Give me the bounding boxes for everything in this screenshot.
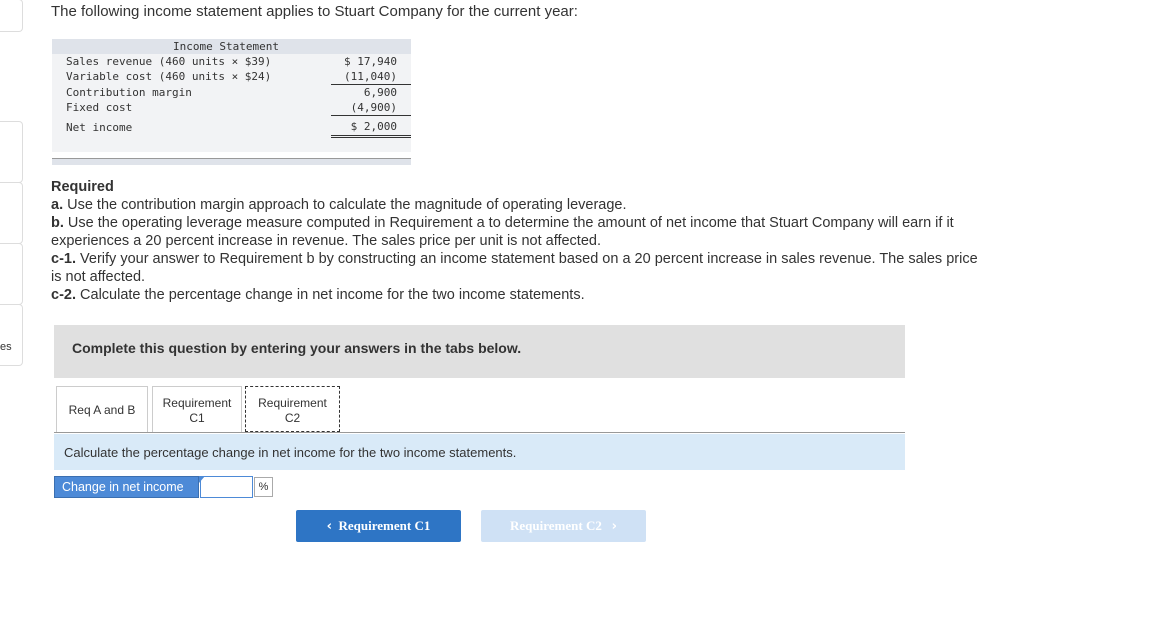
requirement-text: Verify your answer to Requirement b by constructing an income statement based on a 20 percent increase in sales revenue. The sales price is not affected. — [51, 251, 978, 285]
chevron-left-icon: ‹ — [326, 519, 332, 534]
requirement-tag: a. — [51, 197, 64, 213]
row-label: Net income — [66, 121, 133, 134]
requirement-text: Use the contribution margin approach to calculate the magnitude of operating leverage. — [63, 197, 627, 213]
tab-requirement-c1[interactable] — [152, 386, 242, 432]
previous-label: Requirement C1 — [338, 518, 431, 533]
requirement-a — [51, 196, 991, 214]
requirement-tag: c-2. — [51, 287, 76, 303]
chevron-right-icon: › — [611, 519, 617, 534]
tab-label: Req A and B — [68, 403, 136, 417]
requirements — [51, 178, 991, 304]
change-in-net-income-label: Change in net income — [54, 476, 199, 498]
tab-req-a-and-b[interactable] — [56, 386, 148, 432]
tab-label: Requirement — [258, 396, 327, 410]
side-panel-tab — [0, 243, 23, 305]
row-label: Variable cost (460 units × $24) — [66, 70, 272, 83]
row-amount: (4,900) — [350, 101, 397, 114]
statement-footer — [52, 158, 411, 165]
subtotal-rule — [331, 84, 411, 85]
statement-title: Income Statement — [173, 40, 279, 53]
requirement-tag: c-1. — [51, 251, 76, 267]
panel-message: Complete this question by entering your answers in the tabs below. — [72, 340, 522, 356]
instructions-panel — [54, 325, 905, 378]
side-panel-tab — [0, 0, 23, 32]
requirement-tag: b. — [51, 215, 64, 231]
statement-header — [52, 39, 411, 54]
row-label: Fixed cost — [66, 101, 133, 114]
row-amount: $ 2,000 — [350, 120, 397, 133]
tab-divider — [54, 432, 905, 433]
change-in-net-income-input[interactable] — [200, 476, 253, 498]
tab-label: Requirement — [162, 396, 232, 410]
total-rule — [331, 137, 411, 138]
requirement-text: Calculate the percentage change in net income for the two income statements. — [76, 287, 585, 303]
input-flag-icon — [199, 476, 205, 483]
side-panel-tab — [0, 304, 23, 366]
income-statement — [52, 39, 411, 165]
subtotal-rule — [331, 115, 411, 116]
tab-instruction — [54, 434, 905, 470]
row-label: Sales revenue (460 units × $39) — [66, 55, 272, 68]
side-panel-tab — [0, 182, 23, 244]
side-label: es — [0, 341, 12, 353]
next-label: Requirement C2 — [510, 518, 602, 533]
tab-label: C1 — [189, 411, 205, 425]
previous-requirement-button[interactable] — [296, 510, 461, 542]
requirement-c2 — [51, 286, 991, 304]
row-amount: $ 17,940 — [344, 55, 397, 68]
required-heading: Required — [51, 179, 114, 195]
tab-label: C2 — [284, 411, 301, 425]
requirement-text: Use the operating leverage measure computed in Requirement a to determine the amount of net income that Stuart Company will earn if it experiences a 20 percent increase in revenue. The sales price per unit is not affected. — [51, 215, 954, 249]
side-panel-tab — [0, 121, 23, 183]
instruction-text: Calculate the percentage change in net income for the two income statements. — [64, 445, 517, 460]
intro-text: The following income statement applies to Stuart Company for the current year: — [51, 3, 578, 20]
row-amount: (11,040) — [344, 70, 397, 83]
statement-body — [52, 54, 411, 152]
tab-requirement-c2[interactable] — [245, 386, 340, 432]
requirement-b — [51, 214, 991, 250]
row-label: Contribution margin — [66, 86, 192, 99]
total-rule — [331, 135, 411, 136]
row-amount: 6,900 — [363, 86, 397, 99]
next-requirement-button[interactable] — [481, 510, 646, 542]
requirement-c1 — [51, 250, 991, 286]
percent-unit: % — [254, 477, 273, 497]
